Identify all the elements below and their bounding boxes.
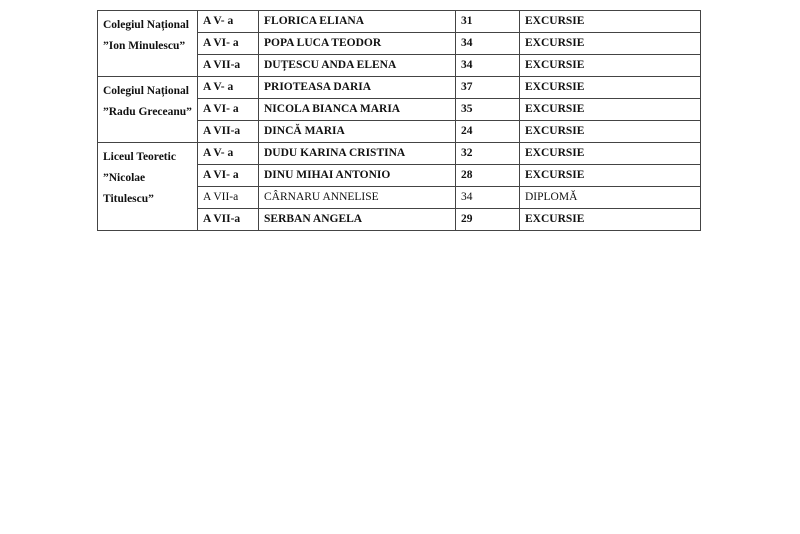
table-row bbox=[98, 77, 701, 99]
class-cell: A VI- a bbox=[198, 99, 259, 121]
award-cell: EXCURSIE bbox=[520, 121, 701, 143]
score-cell: 37 bbox=[456, 77, 520, 99]
award-cell: EXCURSIE bbox=[520, 209, 701, 231]
score-cell: 29 bbox=[456, 209, 520, 231]
score-cell: 28 bbox=[456, 165, 520, 187]
student-name-cell: DINU MIHAI ANTONIO bbox=[259, 165, 456, 187]
class-cell: A V- a bbox=[198, 11, 259, 33]
student-name-cell: PRIOTEASA DARIA bbox=[259, 77, 456, 99]
school-name-cell bbox=[98, 11, 198, 77]
class-cell: A VII-a bbox=[198, 209, 259, 231]
award-cell: DIPLOMĂ bbox=[520, 187, 701, 209]
student-name-cell: NICOLA BIANCA MARIA bbox=[259, 99, 456, 121]
student-name-cell: CÂRNARU ANNELISE bbox=[259, 187, 456, 209]
score-cell: 32 bbox=[456, 143, 520, 165]
award-cell: EXCURSIE bbox=[520, 165, 701, 187]
student-name-cell: DINCĂ MARIA bbox=[259, 121, 456, 143]
class-cell: A VII-a bbox=[198, 121, 259, 143]
school-name-line: ”Radu Greceanu” bbox=[103, 106, 192, 118]
school-name-line: ”Nicolae bbox=[103, 172, 146, 184]
class-cell: A V- a bbox=[198, 143, 259, 165]
school-name-line: Liceul Teoretic bbox=[103, 151, 176, 163]
score-cell: 34 bbox=[456, 187, 520, 209]
school-name-cell bbox=[98, 77, 198, 143]
award-cell: EXCURSIE bbox=[520, 143, 701, 165]
class-cell: A VII-a bbox=[198, 55, 259, 77]
school-name-line: ”Ion Minulescu” bbox=[103, 40, 186, 52]
student-name-cell: SERBAN ANGELA bbox=[259, 209, 456, 231]
score-cell: 31 bbox=[456, 11, 520, 33]
results-table-body bbox=[98, 11, 701, 231]
score-cell: 35 bbox=[456, 99, 520, 121]
award-cell: EXCURSIE bbox=[520, 33, 701, 55]
score-cell: 34 bbox=[456, 33, 520, 55]
award-cell: EXCURSIE bbox=[520, 11, 701, 33]
award-cell: EXCURSIE bbox=[520, 77, 701, 99]
award-cell: EXCURSIE bbox=[520, 55, 701, 77]
score-cell: 24 bbox=[456, 121, 520, 143]
award-cell: EXCURSIE bbox=[520, 99, 701, 121]
results-table bbox=[97, 10, 701, 231]
school-name-cell bbox=[98, 143, 198, 231]
student-name-cell: FLORICA ELIANA bbox=[259, 11, 456, 33]
school-name-line: Colegiul Național bbox=[103, 19, 189, 31]
class-cell: A VI- a bbox=[198, 165, 259, 187]
class-cell: A VII-a bbox=[198, 187, 259, 209]
school-name-line: Colegiul Național bbox=[103, 85, 189, 97]
school-name-line: Titulescu” bbox=[103, 193, 154, 205]
class-cell: A VI- a bbox=[198, 33, 259, 55]
student-name-cell: DUDU KARINA CRISTINA bbox=[259, 143, 456, 165]
table-row bbox=[98, 143, 701, 165]
score-cell: 34 bbox=[456, 55, 520, 77]
student-name-cell: POPA LUCA TEODOR bbox=[259, 33, 456, 55]
class-cell: A V- a bbox=[198, 77, 259, 99]
student-name-cell: DUȚESCU ANDA ELENA bbox=[259, 55, 456, 77]
table-row bbox=[98, 11, 701, 33]
